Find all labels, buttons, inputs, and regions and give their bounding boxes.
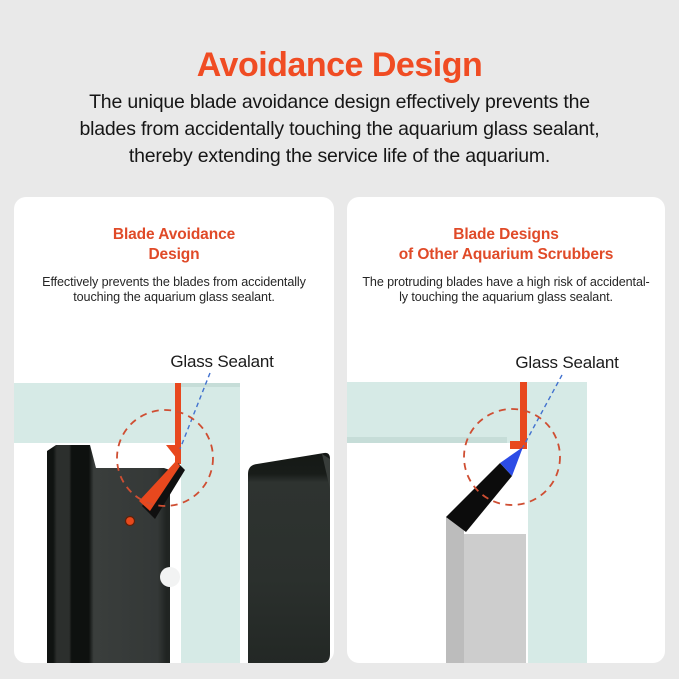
panel-body-line: The protruding blades have a high risk of accidental- bbox=[362, 275, 650, 289]
panel-title-line: Blade Avoidance bbox=[112, 226, 236, 243]
avoidance-diagram bbox=[14, 197, 334, 663]
glass-pane-vertical bbox=[181, 383, 240, 663]
indicator-dot bbox=[126, 517, 135, 526]
sealant-corner-triangle bbox=[166, 445, 181, 464]
glass-sealant-label: Glass Sealant bbox=[170, 352, 274, 371]
glass-edge bbox=[181, 383, 240, 387]
other-scrubber-body bbox=[464, 534, 526, 663]
roller-bump bbox=[160, 567, 180, 587]
panel-body-line: touching the aquarium glass sealant. bbox=[73, 290, 275, 304]
panel-other-scrubbers bbox=[347, 197, 665, 663]
page-title: Avoidance Design bbox=[196, 46, 483, 84]
glass-sealant bbox=[520, 382, 527, 449]
panel-body-line: ly touching the aquarium glass sealant. bbox=[399, 290, 613, 304]
scrubber-outer-body bbox=[248, 453, 330, 663]
panel-title-line: of Other Aquarium Scrubbers bbox=[398, 246, 614, 263]
panel-title-line: Design bbox=[148, 246, 200, 263]
other-scrubber-diagram bbox=[347, 197, 665, 663]
page-description bbox=[0, 89, 679, 170]
sealant-foot bbox=[510, 441, 525, 449]
glass-sealant-label: Glass Sealant bbox=[515, 353, 619, 372]
protruding-blade bbox=[446, 463, 512, 532]
description-line: The unique blade avoidance design effectively prevents the bbox=[89, 91, 590, 113]
other-scrubber-edge bbox=[446, 517, 464, 663]
panel-body-line: Effectively prevents the blades from accidentally bbox=[42, 275, 306, 289]
description-line: blades from accidentally touching the aquarium glass sealant, bbox=[79, 118, 600, 140]
panel-title-line: Blade Designs bbox=[453, 226, 559, 243]
glass-pane-vertical bbox=[528, 382, 587, 663]
description-line: thereby extending the service life of the aquarium. bbox=[128, 145, 551, 167]
glass-edge bbox=[347, 437, 507, 443]
panel-blade-avoidance bbox=[14, 197, 334, 663]
scrubber-inner-body bbox=[47, 445, 170, 663]
